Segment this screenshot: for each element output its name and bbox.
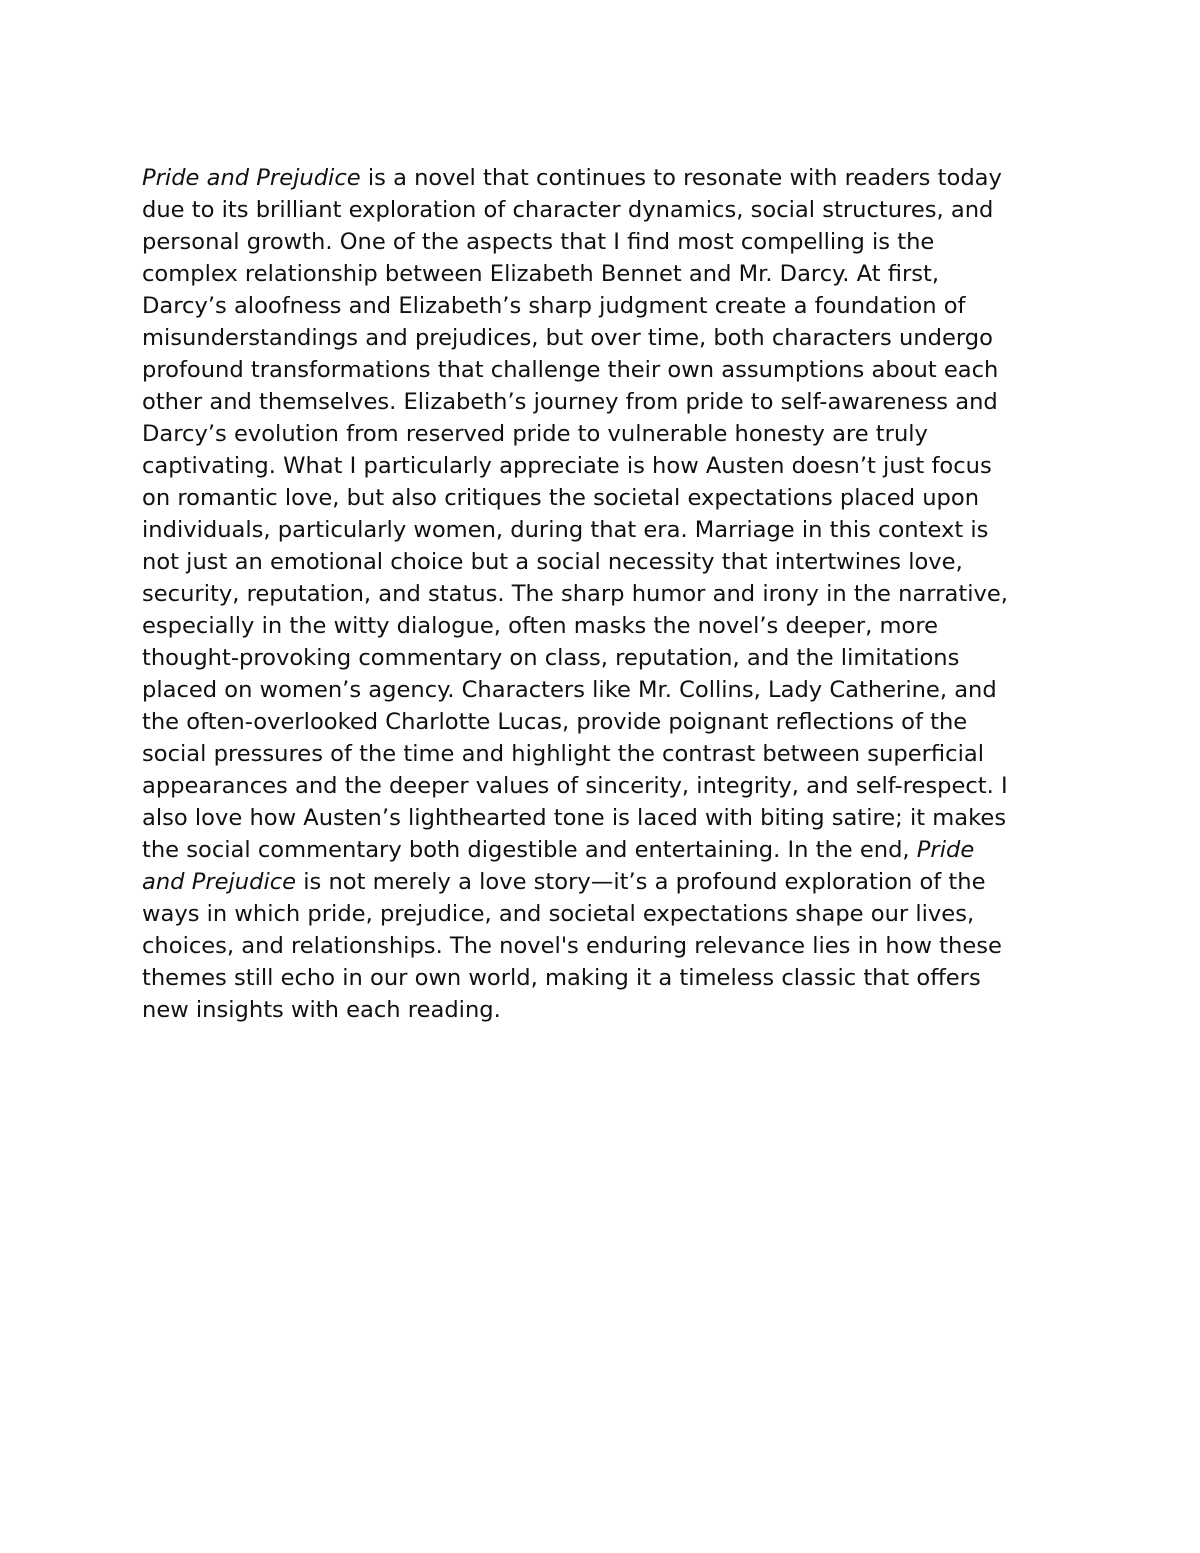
text-segment: ways in which pride, prejudice, and societal expectations shape our lives, <box>142 901 975 927</box>
text-segment: social pressures of the time and highlight the contrast between superficial <box>142 741 984 767</box>
essay-paragraph <box>142 162 1062 1026</box>
italic-title-text: Pride <box>916 837 975 863</box>
text-segment: profound transformations that challenge their own assumptions about each <box>142 357 999 383</box>
text-segment: individuals, particularly women, during that era. Marriage in this context is <box>142 517 989 543</box>
paragraph-line <box>142 418 1062 450</box>
paragraph-line <box>142 674 1062 706</box>
paragraph-line <box>142 226 1062 258</box>
paragraph-line <box>142 706 1062 738</box>
text-segment: on romantic love, but also critiques the societal expectations placed upon <box>142 485 980 511</box>
paragraph-line <box>142 386 1062 418</box>
paragraph-line <box>142 546 1062 578</box>
text-segment: also love how Austen’s lighthearted tone is laced with biting satire; it makes <box>142 805 1007 831</box>
paragraph-line <box>142 770 1062 802</box>
text-segment: thought-provoking commentary on class, reputation, and the limitations <box>142 645 960 671</box>
text-segment: Darcy’s evolution from reserved pride to vulnerable honesty are truly <box>142 421 928 447</box>
paragraph-line <box>142 738 1062 770</box>
paragraph-line <box>142 322 1062 354</box>
paragraph-line <box>142 514 1062 546</box>
text-segment: themes still echo in our own world, making it a timeless classic that offers <box>142 965 981 991</box>
italic-title-text: and Prejudice <box>142 869 297 895</box>
text-segment: placed on women’s agency. Characters like Mr. Collins, Lady Catherine, and <box>142 677 997 703</box>
text-segment: misunderstandings and prejudices, but over time, both characters undergo <box>142 325 993 351</box>
text-segment: Darcy’s aloofness and Elizabeth’s sharp judgment create a foundation of <box>142 293 966 319</box>
text-segment: security, reputation, and status. The sharp humor and irony in the narrative, <box>142 581 1008 607</box>
text-segment: other and themselves. Elizabeth’s journey from pride to self-awareness and <box>142 389 998 415</box>
paragraph-line <box>142 930 1062 962</box>
paragraph-line <box>142 802 1062 834</box>
paragraph-line <box>142 194 1062 226</box>
text-segment: complex relationship between Elizabeth Bennet and Mr. Darcy. At first, <box>142 261 940 287</box>
paragraph-line <box>142 354 1062 386</box>
text-segment: not just an emotional choice but a social necessity that intertwines love, <box>142 549 963 575</box>
text-segment: captivating. What I particularly appreciate is how Austen doesn’t just focus <box>142 453 992 479</box>
paragraph-line <box>142 834 1062 866</box>
text-segment: personal growth. One of the aspects that I find most compelling is the <box>142 229 935 255</box>
paragraph-line <box>142 898 1062 930</box>
text-segment: appearances and the deeper values of sincerity, integrity, and self-respect. I <box>142 773 1008 799</box>
paragraph-line <box>142 994 1062 1026</box>
text-segment: choices, and relationships. The novel's enduring relevance lies in how these <box>142 933 1002 959</box>
text-segment: due to its brilliant exploration of character dynamics, social structures, and <box>142 197 994 223</box>
paragraph-line <box>142 962 1062 994</box>
text-segment: especially in the witty dialogue, often masks the novel’s deeper, more <box>142 613 939 639</box>
paragraph-line <box>142 578 1062 610</box>
paragraph-line <box>142 866 1062 898</box>
text-segment: is a novel that continues to resonate with readers today <box>360 165 1002 191</box>
paragraph-line <box>142 642 1062 674</box>
italic-title-text: Pride and Prejudice <box>142 165 361 191</box>
paragraph-line <box>142 450 1062 482</box>
text-segment: new insights with each reading. <box>142 997 501 1023</box>
paragraph-line <box>142 290 1062 322</box>
text-segment: the often-overlooked Charlotte Lucas, provide poignant reflections of the <box>142 709 968 735</box>
text-segment: is not merely a love story—it’s a profound exploration of the <box>296 869 986 895</box>
paragraph-line <box>142 482 1062 514</box>
text-segment: the social commentary both digestible and entertaining. In the end, <box>142 837 917 863</box>
paragraph-line <box>142 162 1062 194</box>
paragraph-line <box>142 610 1062 642</box>
paragraph-line <box>142 258 1062 290</box>
